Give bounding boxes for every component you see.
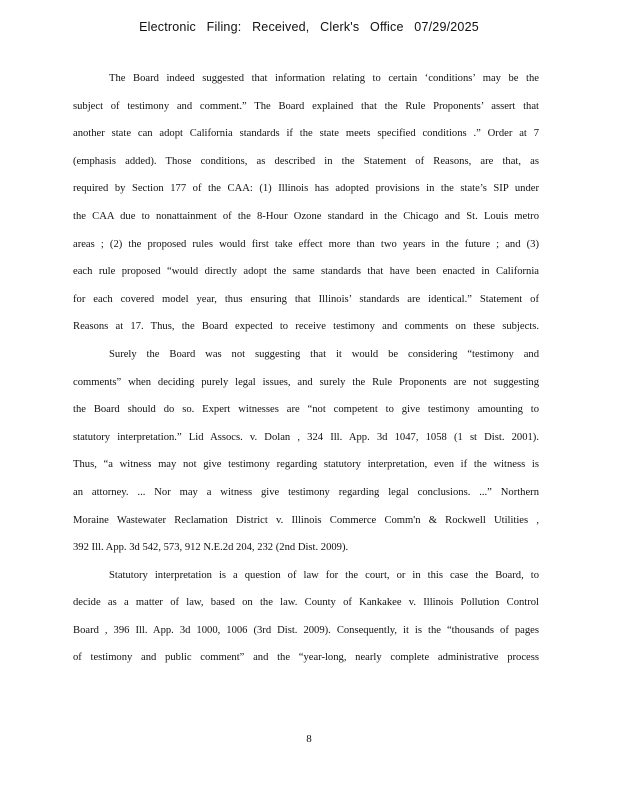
body-line: 392 Ill. App. 3d 542, 573, 912 N.E.2d 204, 232 (2nd Dist. 2009). xyxy=(73,542,349,554)
body-line: Statutory interpretation is a question of law for the court, or in this case the Board, to xyxy=(109,569,539,581)
body-line: Thus, “a witness may not give testimony regarding statutory interpretation, even if the witness is xyxy=(73,459,539,471)
body-line: comments” when deciding purely legal issues, and surely the Rule Proponents are not suggesting xyxy=(73,376,539,388)
body-line: The Board indeed suggested that information relating to certain ‘conditions’ may be the xyxy=(109,73,539,84)
body-line: for each covered model year, thus ensuring that Illinois’ standards are identical.” Statement of xyxy=(73,293,539,305)
filing-stamp-header: Electronic Filing: Received, Clerk's Office 07/29/2025 xyxy=(139,20,479,34)
body-line: Reasons at 17. Thus, the Board expected to receive testimony and comments on these subjects. xyxy=(73,321,539,333)
body-line: an attorney. ... Nor may a witness give testimony regarding legal conclusions. ...” Northern xyxy=(73,486,539,498)
body-line: Board , 396 Ill. App. 3d 1000, 1006 (3rd Dist. 2009). Consequently, it is the “thousands of pages xyxy=(73,624,539,636)
body-line: statutory interpretation.” Lid Assocs. v. Dolan , 324 Ill. App. 3d 1047, 1058 (1 st Dist. 2001). xyxy=(73,431,539,443)
body-line: Surely the Board was not suggesting that it would be considering “testimony and xyxy=(109,348,539,360)
document-body xyxy=(73,70,539,677)
body-line: the Board should do so. Expert witnesses are “not competent to give testimony amounting to xyxy=(73,404,539,416)
body-line: decide as a matter of law, based on the law. County of Kankakee v. Illinois Pollution Control xyxy=(73,597,539,609)
body-line: Moraine Wastewater Reclamation District v. Illinois Commerce Comm'n & Rockwell Utilities , xyxy=(73,514,539,526)
body-line: each rule proposed “would directly adopt the same standards that have been enacted in California xyxy=(73,266,539,278)
body-line: subject of testimony and comment.” The Board explained that the Rule Proponents’ assert that xyxy=(73,100,539,112)
body-line: another state can adopt California standards if the state meets specified conditions .” Order at 7 xyxy=(73,128,539,140)
page-number: 8 xyxy=(306,733,312,745)
body-line: the CAA due to nonattainment of the 8-Hour Ozone standard in the Chicago and St. Louis metro xyxy=(73,210,539,222)
body-line: (emphasis added). Those conditions, as described in the Statement of Reasons, are that, as xyxy=(73,155,539,167)
body-line: required by Section 177 of the CAA: (1) Illinois has adopted provisions in the state’s SIP under xyxy=(73,183,539,195)
body-line: of testimony and public comment” and the “year-long, nearly complete administrative process xyxy=(73,652,539,664)
body-line: areas ; (2) the proposed rules would first take effect more than two years in the future ; and (3) xyxy=(73,238,539,250)
